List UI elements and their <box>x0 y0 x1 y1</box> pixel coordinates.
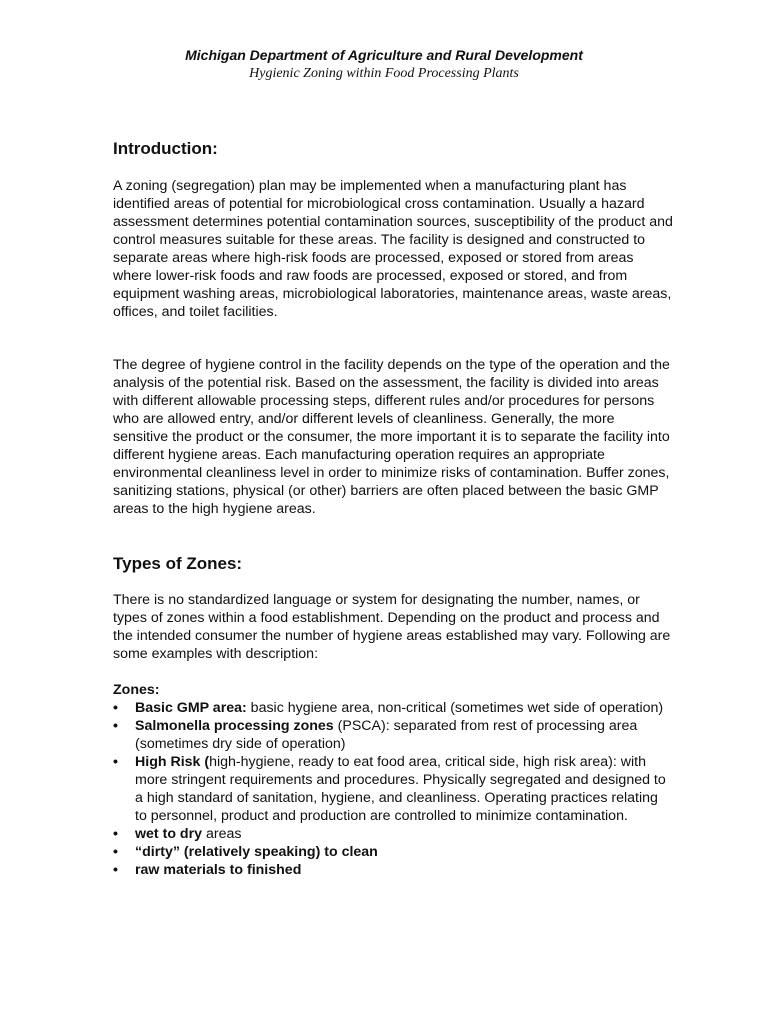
bullet-icon: • <box>113 718 118 734</box>
list-item <box>113 843 673 861</box>
header-organization: Michigan Department of Agriculture and Rural Development <box>185 47 583 63</box>
bullet-icon: • <box>113 700 118 716</box>
types-paragraph <box>113 591 673 663</box>
types-section <box>113 553 673 575</box>
zone-name: wet to dry <box>135 826 203 842</box>
introduction-section <box>113 138 673 160</box>
introduction-paragraph-2 <box>113 356 673 518</box>
zone-description: high-hygiene, ready to eat food area, critical side, high risk area): with more stringent requirements and procedures. Physically segregated and designed to a high standard of sanitation, hygiene, and cleanliness. Operating practices relating to personnel, product and production are controlled to minimize contamination. <box>135 754 666 824</box>
header-subtitle: Hygienic Zoning within Food Processing Plants <box>249 66 519 81</box>
zone-name: “dirty” (relatively speaking) to clean <box>135 844 378 860</box>
zone-name: raw materials to finished <box>135 862 302 878</box>
zones-label: Zones: <box>113 682 160 698</box>
bullet-icon: • <box>113 844 118 860</box>
list-item <box>113 861 673 879</box>
types-heading: Types of Zones: <box>113 554 243 573</box>
introduction-heading: Introduction: <box>113 139 218 158</box>
zone-description: (PSCA): separated from rest of processing area (sometimes dry side of operation) <box>135 718 638 752</box>
paragraph-text: There is no standardized language or system for designating the number, names, or types of zones within a food establishment. Depending on the product and process and the intended consumer the number of hygiene areas established may vary. Following are some examples with description: <box>113 592 671 662</box>
zone-description: basic hygiene area, non-critical (sometimes wet side of operation) <box>246 700 664 716</box>
zones-list <box>113 699 673 879</box>
list-item <box>113 753 673 825</box>
paragraph-text: A zoning (segregation) plan may be implemented when a manufacturing plant has identified areas of potential for microbiological cross contamination. Usually a hazard assessment determines potential contamination sources, susceptibility of the product and control measures suitable for these areas. The facility is designed and constructed to separate areas where high-risk foods are processed, exposed or stored from areas where lower-risk foods and raw foods are processed, exposed or stored, and from equipment washing areas, microbiological laboratories, maintenance areas, waste areas, offices, and toilet facilities. <box>113 178 673 320</box>
bullet-icon: • <box>113 754 118 770</box>
bullet-icon: • <box>113 826 118 842</box>
zone-name: Salmonella processing zones <box>135 718 334 734</box>
paragraph-text: The degree of hygiene control in the facility depends on the type of the operation and the analysis of the potential risk. Based on the assessment, the facility is divided into areas with different allowable processing steps, different rules and/or procedures for persons who are allowed entry, and/or different levels of cleanliness. Generally, the more sensitive the product or the consumer, the more important it is to separate the facility into different hygiene areas. Each manufacturing operation requires an appropriate environmental cleanliness level in order to minimize risks of contamination. Buffer zones, sanitizing stations, physical (or other) barriers are often placed between the basic GMP areas to the high hygiene areas. <box>113 357 670 517</box>
list-item <box>113 699 673 717</box>
bullet-icon: • <box>113 862 118 878</box>
zone-name: Basic GMP area: <box>135 700 247 716</box>
list-item <box>113 825 673 843</box>
zones-list-section <box>113 681 673 879</box>
zone-name: High Risk ( <box>135 754 210 770</box>
introduction-paragraph-1 <box>113 177 673 321</box>
zone-description: areas <box>202 826 242 842</box>
list-item <box>113 717 673 753</box>
